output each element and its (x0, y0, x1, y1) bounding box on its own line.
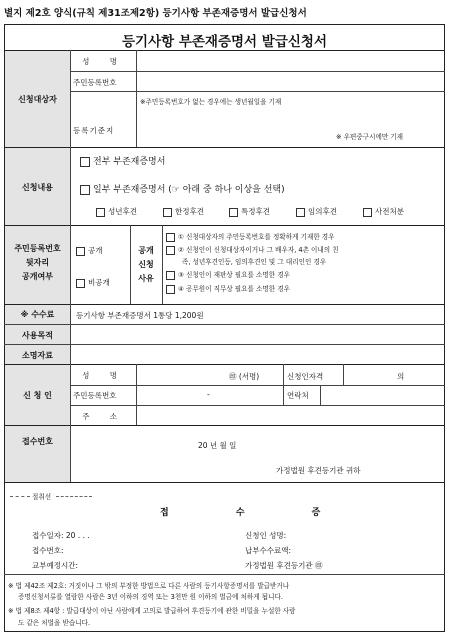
applicant-seal: ㊞ (서명) (229, 372, 260, 381)
reason-checkbox[interactable] (166, 271, 175, 280)
stub-officer: 가정법원 후견등기관 ㊞ (245, 561, 323, 570)
rrn-disclosure-label-1: 주민등록번호 (14, 244, 61, 253)
subject-rrn-label: 주민등록번호 (73, 78, 117, 87)
content-label: 신청내용 (22, 183, 53, 192)
partial-item-2[interactable]: 특정후견 (229, 206, 270, 217)
purpose-label: 사용목적 (22, 331, 53, 340)
applicant-contact-label: 연락처 (287, 391, 309, 400)
reason-checkbox[interactable] (166, 285, 175, 294)
applicant-qual-label: 신청인자격 (287, 372, 324, 381)
fee-label: ※ 수수료 (20, 310, 55, 319)
note-line-1: ※ 법 제42조 제2호: 거짓이나 그 밖의 부정한 방법으로 다른 사람의 등기사항증명서를 발급받거나 (8, 582, 290, 590)
fee-text: 등기사항 부존재증명서 1통당 1,200원 (76, 311, 204, 320)
stub-time: 교부예정시간: (32, 561, 78, 570)
reason-label-1: 공개 (138, 246, 154, 255)
applicant-label: 신 청 인 (23, 391, 52, 400)
applicant-rrn-dash: - (207, 390, 210, 399)
partial-item-checkbox[interactable] (96, 208, 105, 217)
subject-reg-note: ※ 우편중구시에만 기재 (336, 133, 404, 141)
partial-item-checkbox[interactable] (296, 208, 305, 217)
reason-3[interactable]: ③ 신청인이 재판상 필요를 소명한 경우 (166, 269, 290, 280)
partial-item-4[interactable]: 사전처분 (363, 206, 404, 217)
subject-label: 신청대상자 (18, 95, 57, 104)
partial-option[interactable]: 일부 부존재증명서 (☞ 아래 중 하나 이상을 선택) (80, 182, 285, 195)
partial-item-1[interactable]: 한정후견 (163, 206, 204, 217)
all-option-checkbox[interactable] (80, 157, 90, 167)
applicant-qual-suffix: 의 (397, 372, 405, 381)
rrn-disclosure-label-2: 뒷자리 (25, 258, 50, 267)
partial-item-checkbox[interactable] (163, 208, 172, 217)
doc-label: 소명자료 (22, 351, 53, 360)
reason-label-2: 신청 (138, 260, 154, 269)
partial-item-3[interactable]: 임의후견 (296, 206, 337, 217)
subject-rrn-note: ※주민등록번호가 없는 경우에는 생년월일을 기재 (140, 98, 282, 106)
form-title: 등기사항 부존재증명서 발급신청서 (121, 34, 327, 50)
label-cell-receipt (5, 426, 70, 482)
note-line-2: 증명신청서류를 열람한 사람은 3년 이하의 징역 또는 3천만 원 이하의 벌금에 처하게 됩니다. (18, 593, 283, 601)
stub-date: 접수일자: 20 . . . (32, 531, 90, 540)
subject-name-label: 성 명 (82, 57, 126, 66)
applicant-addr-label: 주 소 (82, 412, 126, 421)
partial-option-checkbox[interactable] (80, 185, 90, 195)
public-checkbox[interactable] (76, 247, 85, 256)
reason-1[interactable]: ① 신청대상자의 주민등록번호를 정확하게 기재한 경우 (166, 231, 335, 242)
stub-fee: 납부수수료액: (245, 546, 291, 555)
cut-line-label: 절취선 (32, 493, 52, 501)
all-option[interactable]: 전부 부존재증명서 (80, 154, 165, 167)
partial-item-checkbox[interactable] (229, 208, 238, 217)
receipt-number-label: 접수번호 (22, 437, 53, 446)
applicant-rrn-label: 주민등록번호 (73, 391, 117, 400)
reason-checkbox[interactable] (166, 246, 175, 255)
form-header: 별지 제2호 양식(규칙 제31조제2항) 등기사항 부존재증명서 발급신청서 (4, 8, 307, 19)
reason-checkbox[interactable] (166, 233, 175, 242)
stub-number: 접수번호: (32, 546, 64, 555)
applicant-name-label: 성 명 (82, 371, 126, 380)
receipt-to: 가정법원 후견등기관 귀하 (276, 466, 361, 475)
private-checkbox[interactable] (76, 279, 85, 288)
reason-2-cont: 족, 성년후견인등, 임의후견인 및 그 대리인인 경우 (182, 258, 327, 266)
note-line-4: 도 같은 처벌을 받습니다. (18, 619, 91, 627)
note-line-3: ※ 법 제8조 제4항 : 발급대상이 아닌 사람에게 고의로 발급하여 후견등기에 관한 비밀을 누설한 사람 (8, 607, 296, 615)
rrn-disclosure-label-3: 공개여부 (22, 272, 53, 281)
reason-2[interactable]: ② 신청인이 신청대상자이거나 그 배우자, 4촌 이내의 친 (166, 244, 339, 255)
private-option[interactable]: 비공개 (76, 277, 110, 288)
reason-label-3: 사유 (138, 274, 154, 283)
receipt-date: 20 년 월 일 (198, 441, 237, 450)
public-option[interactable]: 공개 (76, 245, 103, 256)
partial-item-checkbox[interactable] (363, 208, 372, 217)
stub-applicant: 신청인 성명: (245, 531, 287, 540)
stub-title: 접 수 증 (160, 508, 353, 518)
partial-item-0[interactable]: 성년후견 (96, 206, 137, 217)
subject-reg-label: 등록기준지 (73, 126, 115, 135)
reason-4[interactable]: ④ 공무원이 직무상 필요를 소명한 경우 (166, 283, 290, 294)
